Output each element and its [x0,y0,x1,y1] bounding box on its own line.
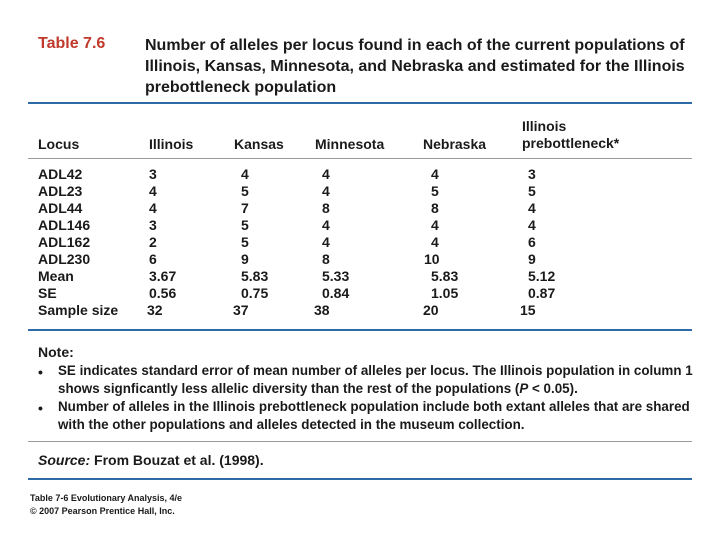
cell-minnesota: 38 [314,302,330,318]
column-header-kansas: Kansas [234,136,284,152]
bottom-rule [28,478,692,480]
table-label: Table 7.6 [38,35,106,52]
cell-nebraska: 4 [431,166,439,182]
cell-nebraska: 1.05 [431,285,459,301]
cell-locus: SE [38,285,57,301]
cell-locus: Mean [38,268,74,284]
cell-illinois: 3 [149,166,157,182]
note-item-prebottleneck: Number of alleles in the Illinois prebottleneck population include both extant alleles that are shared with the other populations and alleles detected in the museum collection. [58,399,690,432]
bullet-marker: • [38,364,43,380]
source-label: Source: [38,452,91,468]
cell-illinois: 4 [149,200,157,216]
cell-minnesota: 4 [322,183,330,199]
cell-illinois-prebottleneck: 9 [528,251,536,267]
cell-illinois-prebottleneck: 5 [528,183,536,199]
cell-minnesota: 4 [322,166,330,182]
bullet-marker: • [38,400,43,416]
column-header-nebraska: Nebraska [423,136,487,152]
footer-line: © 2007 Pearson Prentice Hall, Inc. [30,506,175,516]
cell-illinois: 32 [147,302,163,318]
cell-nebraska: 4 [431,217,439,233]
cell-minnesota: 5.33 [322,268,350,284]
source-text: From Bouzat et al. (1998). [90,452,264,468]
p-symbol: P [519,381,529,396]
cell-illinois: 0.56 [149,285,177,301]
cell-locus: ADL230 [38,251,91,267]
cell-nebraska: 8 [431,200,439,216]
cell-locus: ADL42 [38,166,83,182]
cell-illinois-prebottleneck: 0.87 [528,285,556,301]
note-text-part: SE indicates standard error of mean number of alleles per locus. The Illinois population in column 1 shows signficantly less allelic diversity than the rest of the populations ( [58,363,693,396]
cell-locus: ADL44 [38,200,83,216]
cell-nebraska: 4 [431,234,439,250]
cell-locus: Sample size [38,302,119,318]
title-rule [28,102,692,104]
cell-minnesota: 8 [322,251,330,267]
cell-locus: ADL23 [38,183,83,199]
cell-minnesota: 4 [322,217,330,233]
notes-rule [28,441,692,442]
footer-credit [30,492,182,518]
cell-nebraska: 10 [424,251,440,267]
cell-locus: ADL162 [38,234,91,250]
cell-illinois-prebottleneck: 4 [528,217,536,233]
note-text-part: < 0.05). [528,381,578,396]
cell-nebraska: 5.83 [431,268,459,284]
cell-illinois: 4 [149,183,157,199]
cell-illinois-prebottleneck: 5.12 [528,268,556,284]
cell-illinois: 6 [149,251,157,267]
cell-illinois-prebottleneck: 4 [528,200,536,216]
note-title: Note: [38,344,74,360]
cell-nebraska: 5 [431,183,439,199]
cell-illinois: 3.67 [149,268,177,284]
cell-minnesota: 0.84 [322,285,350,301]
column-header-illinois: Illinois [149,136,194,152]
cell-illinois: 2 [149,234,157,250]
cell-illinois-prebottleneck: 15 [520,302,536,318]
cell-nebraska: 20 [423,302,439,318]
cell-kansas: 4 [241,166,249,182]
cell-kansas: 9 [241,251,249,267]
cell-locus: ADL146 [38,217,91,233]
column-header-locus: Locus [38,136,80,152]
footer-line: Table 7-6 Evolutionary Analysis, 4/e [30,493,183,503]
table-bottom-rule [28,329,692,331]
column-header-minnesota: Minnesota [315,136,385,152]
cell-illinois-prebottleneck: 3 [528,166,536,182]
cell-minnesota: 4 [322,234,330,250]
cell-illinois-prebottleneck: 6 [528,234,536,250]
cell-kansas: 5.83 [241,268,269,284]
cell-minnesota: 8 [322,200,330,216]
source-line [38,452,264,468]
header-rule [28,158,692,159]
cell-illinois: 3 [149,217,157,233]
table-caption: Number of alleles per locus found in each of the current populations of Illinois, Kansas, Minnesota, and Nebraska and estimated for the Illinois prebottleneck population [145,37,685,96]
cell-kansas: 5 [241,234,249,250]
cell-kansas: 5 [241,217,249,233]
cell-kansas: 7 [241,200,249,216]
cell-kansas: 37 [233,302,249,318]
cell-kansas: 0.75 [241,285,269,301]
note-item-se [58,362,694,398]
column-header-illinois-prebottleneck: Illinois prebottleneck* [522,118,620,151]
cell-kansas: 5 [241,183,249,199]
